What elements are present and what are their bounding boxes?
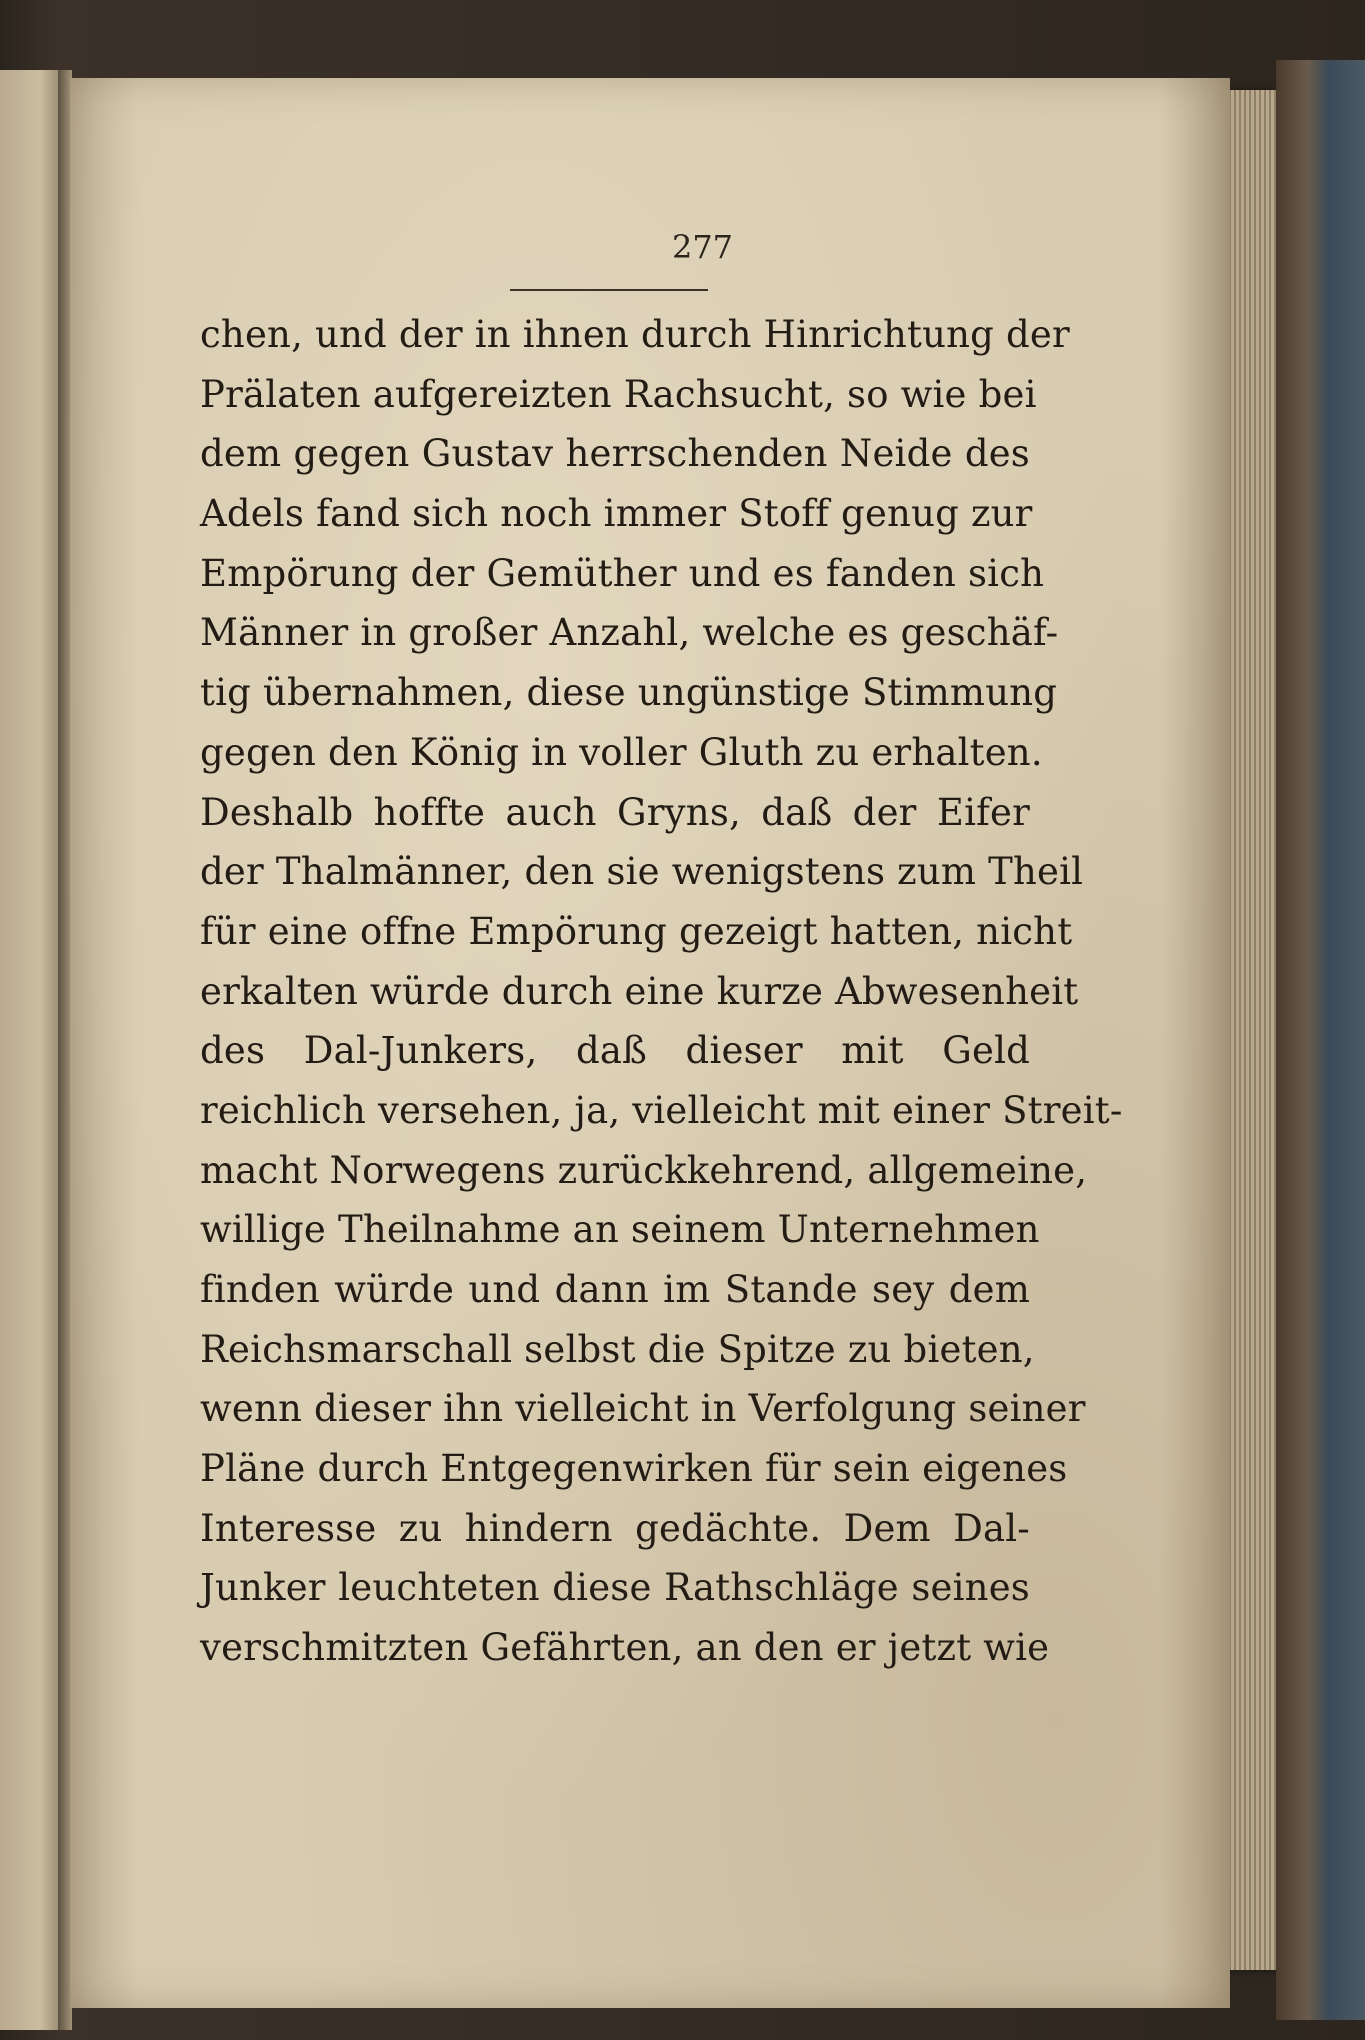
text-line: des Dal-Junkers, daß dieser mit Geld: [200, 1029, 1030, 1073]
text-line: verschmitzten Gefährten, an den er jetzt wie: [200, 1626, 1050, 1670]
left-page-edge: [0, 70, 66, 2030]
text-line: Empörung der Gemüther und es fanden sich: [200, 551, 1045, 595]
text-line: Deshalb hoffte auch Gryns, daß der Eifer: [200, 790, 1030, 834]
text-line: willige Theilnahme an seinem Unternehmen: [200, 1208, 1040, 1252]
text-line: Junker leuchteten diese Rathschläge seines: [200, 1566, 1030, 1610]
text-line: der Thalmänner, den sie wenigstens zum Theil: [200, 850, 1084, 894]
text-line: gegen den König in voller Gluth zu erhalten.: [200, 730, 1043, 774]
text-line: Reichsmarschall selbst die Spitze zu bieten,: [200, 1327, 1035, 1371]
text-line: chen, und der in ihnen durch Hinrichtung der: [200, 313, 1070, 356]
text-line: Adels fand sich noch immer Stoff genug zur: [200, 492, 1033, 536]
body-text: [200, 305, 1123, 1678]
text-line: Pläne durch Entgegenwirken für sein eigenes: [200, 1447, 1068, 1491]
header-rule: [510, 289, 708, 291]
text-line: Interesse zu hindern gedächte. Dem Dal-: [200, 1506, 1030, 1550]
text-line: erkalten würde durch eine kurze Abwesenheit: [200, 969, 1079, 1013]
text-line: macht Norwegens zurückkehrend, allgemeine,: [200, 1148, 1088, 1192]
text-line: finden würde und dann im Stande sey dem: [200, 1268, 1030, 1311]
text-line: Männer in großer Anzahl, welche es geschäf-: [200, 611, 1059, 655]
page-number: 277: [671, 228, 734, 266]
text-line: wenn dieser ihn vielleicht in Verfolgung seiner: [200, 1387, 1086, 1431]
text-line: tig übernahmen, diese ungünstige Stimmung: [200, 671, 1058, 715]
text-line: reichlich versehen, ja, vielleicht mit einer Streit-: [200, 1088, 1123, 1132]
text-line: für eine offne Empörung gezeigt hatten, nicht: [200, 909, 1073, 953]
book-cover-edge: [1276, 60, 1365, 2020]
text-line: dem gegen Gustav herrschenden Neide des: [200, 432, 1030, 476]
text-line: Prälaten aufgereizten Rachsucht, so wie bei: [200, 372, 1037, 416]
